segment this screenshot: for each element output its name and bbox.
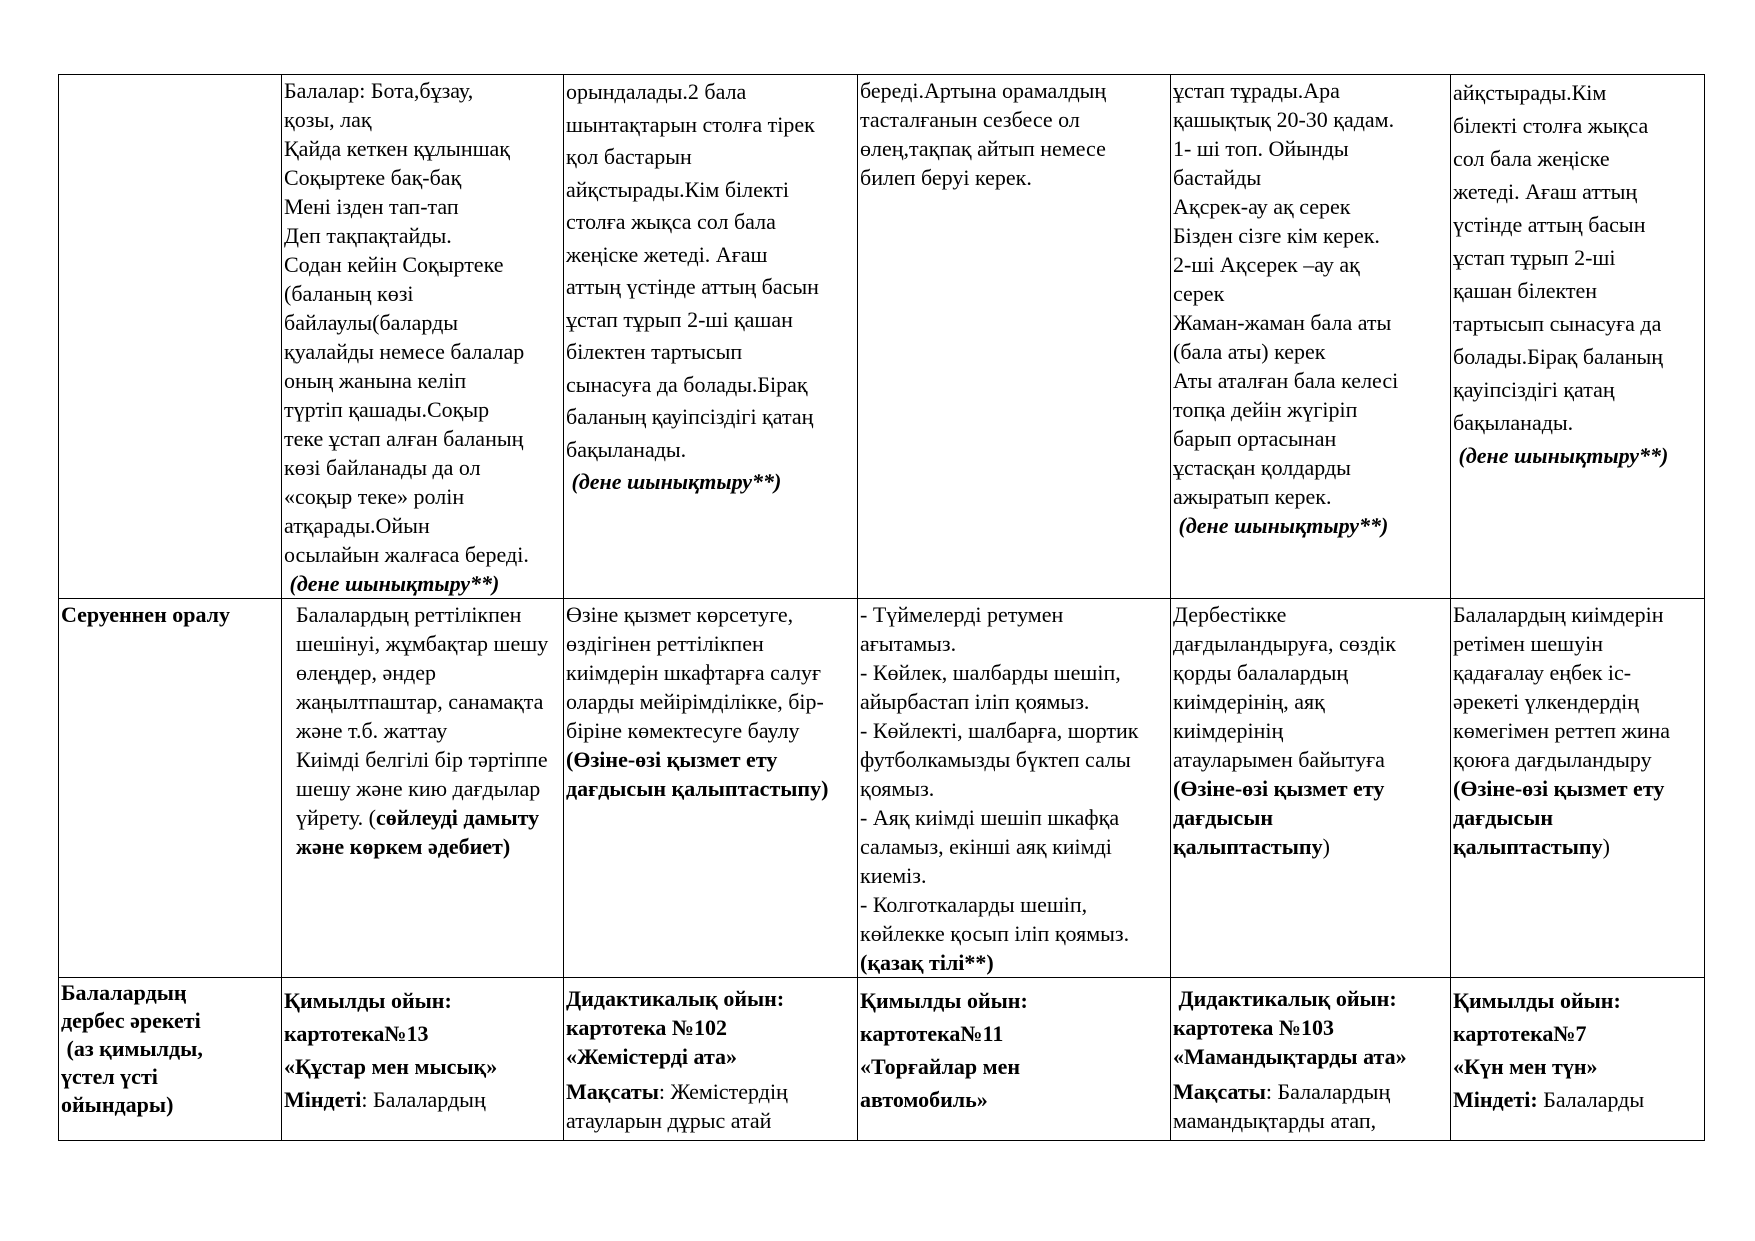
game-title: Дидактикалық ойын:	[566, 986, 785, 1011]
row-header-label: Балалардың	[61, 980, 187, 1005]
table-cell: Қимылды ойын: картотека№13 «Құстар мен мысық» Міндеті: Балалардың	[282, 978, 564, 1141]
subject-tag: (Өзіне-өзі қызмет ету	[1173, 776, 1385, 801]
game-card-number: картотека№7	[1453, 1021, 1587, 1046]
game-name: автомобиль»	[860, 1087, 988, 1112]
table-cell: Дидактикалық ойын: картотека №102 «Жемістерді ата» Мақсаты: Жемістердің атауларын дұрыс атай	[564, 978, 858, 1141]
table-row	[59, 599, 1705, 978]
table-cell	[858, 599, 1171, 978]
cell-text: береді.Артына орамалдың тасталғанын сезбесе ол өлең,тақпақ айтып немесе билеп беруі керек.	[860, 78, 1107, 190]
cell-text: Балалар: Бота,бұзау, қозы, лақ Қайда кеткен құлыншақ Соқыртеке бақ-бақ Мені ізден тап-тап Деп тақпақтайды. Содан кейін Соқыртеке (баланың көзі байлаулы(баларды қуалайды немесе балалар оның жанына келіп түртіп қашады.Соқыр теке ұстап алған баланың көзі байланады да ол «соқыр теке» ролін атқарады.Ойын осылайын жалғаса береді. (дене шынықтыру**)	[284, 76, 561, 598]
subject-tag: және көркем әдебиет)	[296, 834, 511, 859]
goal-label: Мақсаты	[1173, 1079, 1266, 1104]
game-name: «Күн мен түн»	[1453, 1054, 1598, 1079]
table-cell	[858, 75, 1171, 599]
game-card-number: картотека №102	[566, 1015, 728, 1040]
table-row	[59, 978, 1705, 1141]
game-name: «Құстар мен мысық»	[284, 1054, 498, 1079]
row-header-cell	[59, 978, 282, 1141]
row-header-cell	[59, 75, 282, 599]
game-card-number: картотека№13	[284, 1021, 429, 1046]
row-header-label: ойындары)	[61, 1092, 174, 1117]
cell-text: Балалардың реттілікпен шешінуі, жұмбақтар шешу өлеңдер, әндер жаңылтпаштар, санамақта және т.б. жаттау Киімді белгілі бір тәртіппе шешу және кию дағдылар үйрету. (сөйлеуді дамыту және көркем әдебиет)	[296, 600, 561, 861]
table-cell	[282, 75, 564, 599]
daily-plan-table	[58, 74, 1705, 1141]
game-name: «Торғайлар мен	[860, 1054, 1021, 1079]
cell-text: - Түймелерді ретумен ағытамыз. - Көйлек, шалбарды шешіп, айырбастап іліп қоямыз. - Көйлекті, шалбарға, шортик футболкамызды бүктеп салы қоямыз. - Аяқ киімді шешіп шкафқа саламыз, екінші аяқ киімді киеміз. - Колготкаларды шешіп, көйлекке қосып іліп қоямыз. (қазақ тілі**)	[860, 600, 1168, 977]
table-cell	[858, 978, 1171, 1141]
subject-tag: сөйлеуді дамыту	[376, 805, 540, 830]
task-label: Міндеті:	[1453, 1087, 1538, 1112]
table-cell: Қимылды ойын: картотека№7 «Күн мен түн» Міндеті: Балаларды	[1451, 978, 1705, 1141]
game-title: Қимылды ойын:	[1453, 988, 1621, 1013]
table-cell	[564, 599, 858, 978]
subject-tag: дағдысын қалыптастыпу)	[566, 776, 829, 801]
table-cell	[1171, 599, 1451, 978]
cell-text: орындалады.2 бала шынтақтарын столға тірек қол бастарын айқстырады.Кім білекті столға жықса сол бала жеңіске жетеді. Ағаш аттың үстінде аттың басын ұстап тұрып 2-ші қашан білектен тартысып сынасуға да болады.Бірақ баланың қауіпсіздігі қатаң бақыланады. (дене шынықтыру**)	[566, 76, 855, 499]
row-header-label: Серуеннен оралу	[61, 602, 231, 627]
table-cell	[1171, 75, 1451, 599]
game-title: Дидактикалық ойын:	[1173, 986, 1397, 1011]
subject-tag: (дене шынықтыру**)	[1453, 443, 1669, 468]
subject-tag: (дене шынықтыру**)	[284, 571, 500, 596]
game-card-number: картотека №103	[1173, 1015, 1335, 1040]
game-title: Қимылды ойын:	[860, 988, 1028, 1013]
subject-tag: қалыптастыпу	[1453, 834, 1603, 859]
cell-text: Дербестікке дағдыландыруға, сөздік қорды балалардың киімдерінің, аяқ киімдерінің атауларымен байытуға (Өзіне-өзі қызмет ету дағдысын қалыптастыпу)	[1173, 600, 1448, 861]
subject-tag: (Өзіне-өзі қызмет ету	[1453, 776, 1665, 801]
subject-tag: дағдысын	[1173, 805, 1274, 830]
row-header-label: дербес әрекеті	[61, 1008, 201, 1033]
game-name: «Жемістерді ата»	[566, 1044, 738, 1069]
cell-text: айқстырады.Кім білекті столға жықса сол бала жеңіске жетеді. Ағаш аттың үстінде аттың басын ұстап тұрып 2-ші қашан білектен тартысып сынасуға да болады.Бірақ баланың қауіпсіздігі қатаң бақыланады. (дене шынықтыру**)	[1453, 76, 1702, 472]
game-title: Қимылды ойын:	[284, 988, 452, 1013]
table-cell	[1451, 599, 1705, 978]
cell-text: Балалардың киімдерін ретімен шешуін қадағалау еңбек іс- әрекеті үлкендердің көмегімен реттеп жина қоюға дағдыландыру (Өзіне-өзі қызмет ету дағдысын қалыптастыпу)	[1453, 600, 1702, 861]
subject-tag: қалыптастыпу	[1173, 834, 1323, 859]
table-cell: Дидактикалық ойын: картотека №103 «Мамандықтарды ата» Мақсаты: Балалардың мамандықтарды атап,	[1171, 978, 1451, 1141]
subject-tag: (Өзіне-өзі қызмет ету	[566, 747, 778, 772]
subject-tag: дағдысын	[1453, 805, 1554, 830]
subject-tag: (дене шынықтыру**)	[1173, 513, 1389, 538]
row-header-label: (аз қимылды,	[61, 1036, 203, 1061]
subject-tag: (дене шынықтыру**)	[566, 469, 782, 494]
game-name: «Мамандықтарды ата»	[1173, 1044, 1407, 1069]
cell-text: ұстап тұрады.Ара қашықтық 20-30 қадам. 1- ші топ. Ойынды бастайды Ақсрек-ау ақ серек Бізден сізге кім керек. 2-ші Ақсерек –ау ақ серек Жаман-жаман бала аты (бала аты) керек Аты аталған бала келесі топқа дейін жүгіріп барып ортасынан ұстасқан қолдарды ажыратып керек. (дене шынықтыру**)	[1173, 76, 1448, 540]
table-cell	[282, 599, 564, 978]
game-card-number: картотека№11	[860, 1021, 1004, 1046]
table-row	[59, 75, 1705, 599]
goal-label: Мақсаты	[566, 1079, 659, 1104]
cell-text: Өзіне қызмет көрсетуге, өздігінен реттілікпен киімдерін шкафтарға салуғ оларды мейірімділікке, бір- біріне көмектесуге баулу (Өзіне-өзі қызмет ету дағдысын қалыптастыпу)	[566, 600, 855, 803]
table-cell	[564, 75, 858, 599]
subject-tag: (қазақ тілі**)	[860, 950, 994, 975]
row-header-cell	[59, 599, 282, 978]
task-label: Міндеті	[284, 1087, 362, 1112]
row-header-label: үстел үсті	[61, 1064, 158, 1089]
table-cell	[1451, 75, 1705, 599]
